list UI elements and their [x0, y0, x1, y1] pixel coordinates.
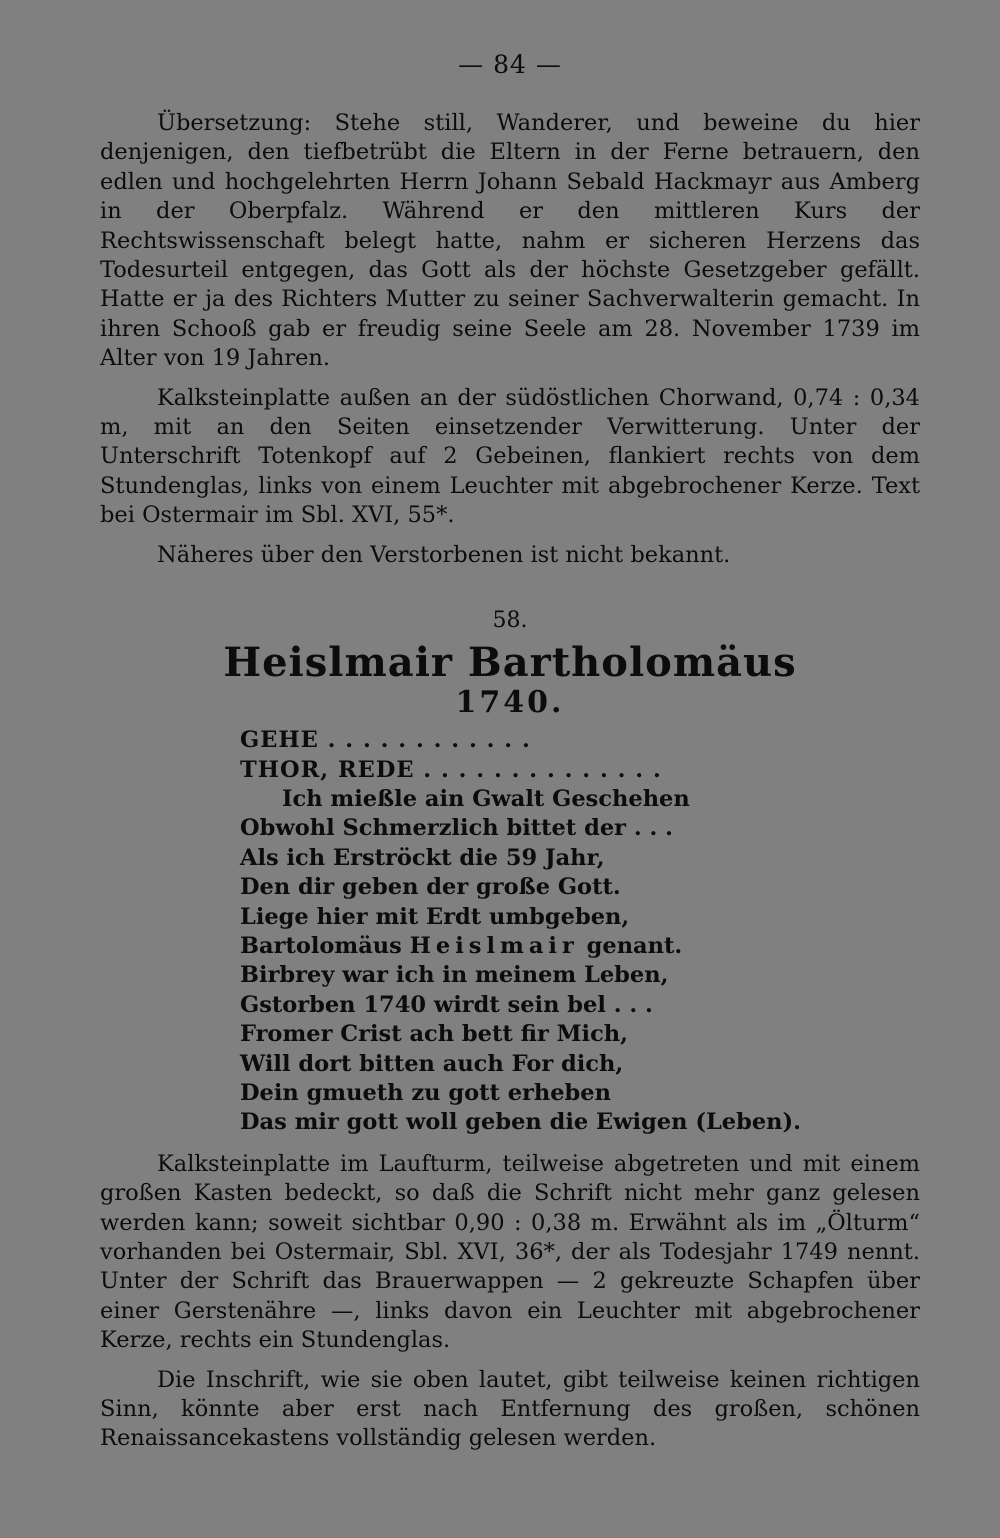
note-paragraph: Die Inschrift, wie sie oben lautet, gibt teilweise keinen richtigen Sinn, könnte aber erst nach Entfernung des großen, schönen Renaissancekastens vollständig gelesen werden.	[100, 1366, 920, 1452]
poem-line: Den dir geben der große Gott.	[240, 874, 621, 901]
poem-line: Gstorben 1740 wirdt sein bel . . .	[240, 991, 653, 1018]
entry-year: 1740.	[455, 685, 565, 721]
poem-word: genant.	[586, 932, 683, 959]
poem-line: Ich mießle ain Gwalt Geschehen	[282, 785, 690, 812]
inscription-description-paragraph: Kalksteinplatte im Laufturm, teilweise abgetreten und mit einem großen Kasten bedeckt, so daß die Schrift nicht mehr ganz gelesen werden kann; soweit sichtbar 0,90 : 0,38 m. Erwähnt als im „Ölturm“ vorhanden bei Ostermair, Sbl. XVI, 36*, der als Todesjahr 1749 nennt. Unter der Schrift das Brauerwappen — 2 gekreuzte Schapfen über einer Gerstenähre —, links davon ein Leuchter mit abgebrochener Kerze, rechts ein Stundenglas.	[100, 1150, 920, 1354]
poem-word: Bartolomäus	[240, 932, 402, 959]
poem-line: Fromer Crist ach bett fir Mich,	[240, 1021, 628, 1048]
poem-line: Obwohl Schmerzlich bittet der . . .	[240, 815, 674, 842]
poem-line: GEHE . . . . . . . . . . . .	[240, 727, 531, 754]
poem-line: Dein gmueth zu gott erheben	[240, 1079, 611, 1106]
entry-title: Heislmair Bartholomäus	[223, 639, 797, 687]
note-paragraph: Näheres über den Verstorbenen ist nicht bekannt.	[157, 541, 731, 568]
poem-line: Liege hier mit Erdt umbgeben,	[240, 903, 630, 930]
inscription-poem	[240, 726, 920, 1138]
spaced-name: Heislmair	[409, 932, 579, 959]
poem-line	[240, 932, 920, 961]
document-page	[100, 50, 920, 1454]
page-number: — 84 —	[458, 50, 562, 79]
poem-line: Birbrey war ich in meinem Leben,	[240, 962, 669, 989]
poem-line: Als ich Erströckt die 59 Jahr,	[240, 844, 605, 871]
poem-line: Das mir gott woll geben die Ewigen (Leben).	[240, 1109, 801, 1136]
translation-paragraph: Übersetzung: Stehe still, Wanderer, und beweine du hier denjenigen, den tiefbetrübt die Eltern in der Ferne betrauern, den edlen und hochgelehrten Herrn Johann Sebald Hackmayr aus Amberg in der Oberpfalz. Während er den mittleren Kurs der Rechtswissenschaft belegt hatte, nahm er sicheren Herzens das Todesurteil entgegen, das Gott als der höchste Gesetzgeber gefällt. Hatte er ja des Richters Mutter zu seiner Sachverwalterin gemacht. In ihren Schooß gab er freudig seine Seele am 28. November 1739 im Alter von 19 Jahren.	[100, 110, 920, 372]
poem-line: Will dort bitten auch For dich,	[240, 1050, 624, 1077]
poem-line: THOR, REDE . . . . . . . . . . . . . .	[240, 756, 662, 783]
entry-number: 58.	[492, 608, 528, 634]
inscription-description-paragraph: Kalksteinplatte außen an der südöstlichen Chorwand, 0,74 : 0,34 m, mit an den Seiten einsetzender Verwitterung. Unter der Unterschrift Totenkopf auf 2 Gebeinen, flankiert rechts von dem Stundenglas, links von einem Leuchter mit abgebrochener Kerze. Text bei Ostermair im Sbl. XVI, 55*.	[100, 384, 920, 529]
